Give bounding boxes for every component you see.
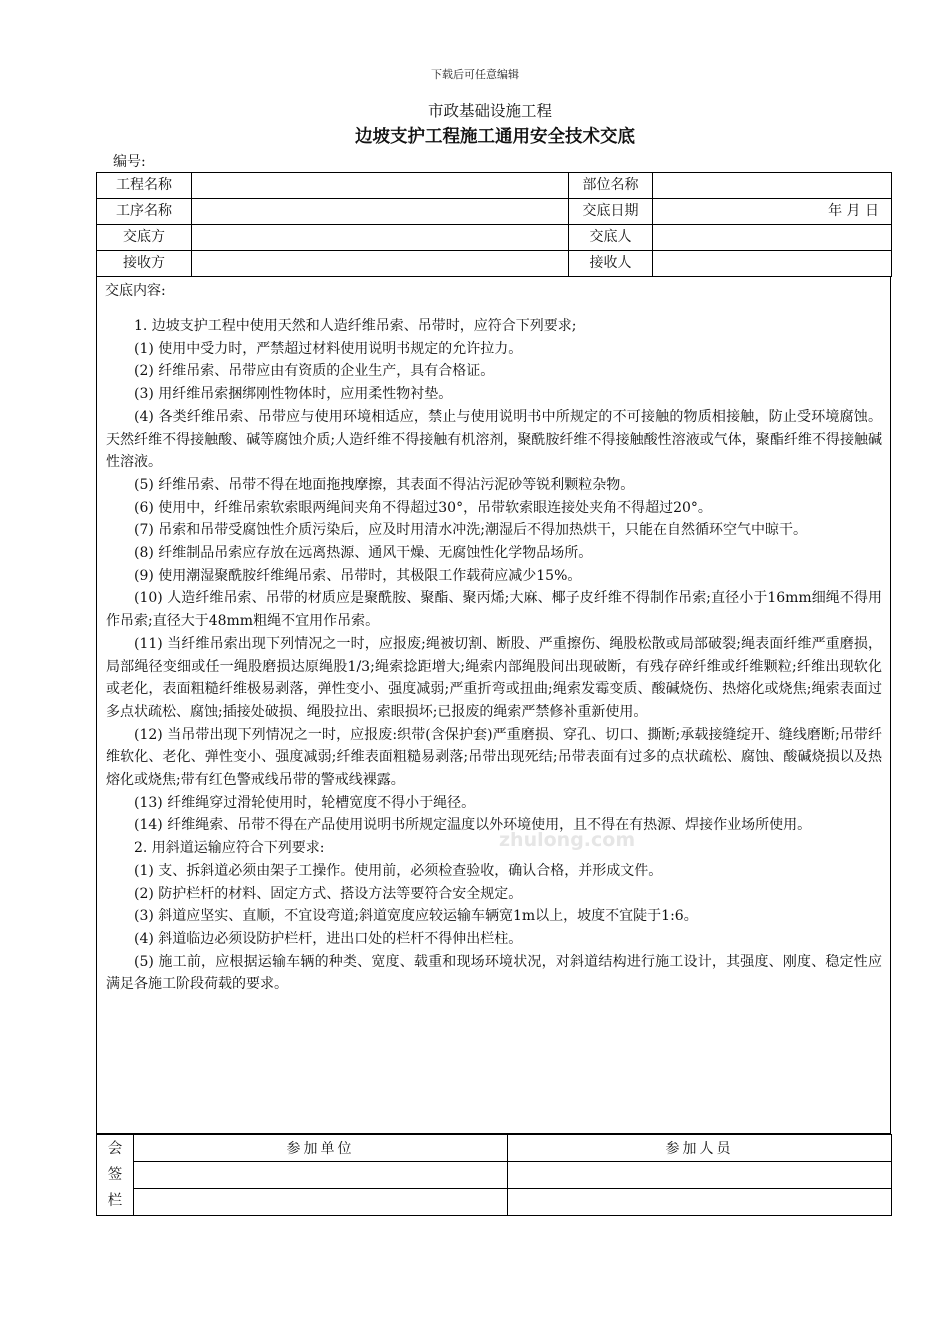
paragraph: (13) 纤维绳穿过滑轮使用时，轮槽宽度不得小于绳径。 bbox=[134, 794, 476, 811]
paragraph: (1) 使用中受力时，严禁超过材料使用说明书规定的允许拉力。 bbox=[134, 340, 523, 357]
watermark: zhulong.com bbox=[499, 829, 636, 851]
paragraph: (9) 使用潮湿聚酰胺纤维绳吊索、吊带时，其极限工作载荷应减少15%。 bbox=[134, 567, 582, 584]
participating-unit-field[interactable] bbox=[134, 1189, 508, 1216]
table-row bbox=[97, 199, 892, 225]
paragraph: (4) 斜道临边必须设防护栏杆，进出口处的栏杆不得伸出栏柱。 bbox=[134, 930, 523, 947]
date-field[interactable]: 年 月 日 bbox=[653, 199, 892, 225]
table-row bbox=[97, 1162, 892, 1189]
paragraph: (11) 当纤维吊索出现下列情况之一时，应报废;绳被切割、断股、严重擦伤、绳股松散或局部破裂;绳表面纤维严重磨损，局部绳径变细或任一绳股磨损达原绳股1/3;绳索捻距增大;绳索内部绳股间出现破断，有残存碎纤维或纤维颗粒;纤维出现软化或老化，表面粗糙纤维极易剥落，弹性变小、强度减弱;严重折弯或扭曲;绳索发霉变质、酸碱烧伤、热熔化或烧焦;绳索表面过多点状疏松、腐蚀;插接处破损、绳股拉出、索眼损坏;已报废的绳索严禁修补重新使用。 bbox=[106, 635, 882, 720]
paragraph: (3) 斜道应坚实、直顺，不宜设弯道;斜道宽度应较运输车辆宽1m以上，坡度不宜陡于1:6。 bbox=[134, 908, 698, 925]
content-label: 交底内容: bbox=[105, 283, 166, 299]
receiver-side-field[interactable] bbox=[192, 251, 569, 277]
receiver-field[interactable] bbox=[653, 251, 892, 277]
side-char: 签 bbox=[107, 1167, 123, 1183]
participating-unit-field[interactable] bbox=[134, 1162, 508, 1189]
receiver-side-label: 接收方 bbox=[97, 251, 192, 277]
discloser-side-label: 交底方 bbox=[97, 225, 192, 251]
process-name-field[interactable] bbox=[192, 199, 569, 225]
document-subtitle: 市政基础设施工程 bbox=[427, 102, 552, 120]
content-box bbox=[96, 276, 891, 1134]
paragraph: (6) 使用中，纤维吊索软索眼两绳间夹角不得超过30°，吊带软索眼连接处夹角不得超过20°。 bbox=[134, 499, 712, 516]
table-row bbox=[97, 225, 892, 251]
date-label: 交底日期 bbox=[569, 199, 653, 225]
process-name-label: 工序名称 bbox=[97, 199, 192, 225]
info-table bbox=[96, 172, 892, 277]
side-char: 会 bbox=[107, 1141, 123, 1157]
part-name-field[interactable] bbox=[653, 173, 892, 199]
receiver-label: 接收人 bbox=[569, 251, 653, 277]
content-body bbox=[106, 315, 882, 996]
part-name-label: 部位名称 bbox=[569, 173, 653, 199]
project-name-field[interactable] bbox=[192, 173, 569, 199]
paragraph: (5) 纤维吊索、吊带不得在地面拖拽摩擦，其表面不得沾污泥砂等锐利颗粒杂物。 bbox=[134, 476, 635, 493]
paragraph: (3) 用纤维吊索捆绑刚性物体时，应用柔性物衬垫。 bbox=[134, 386, 453, 403]
table-row bbox=[97, 251, 892, 277]
header-note: 下载后可任意编辑 bbox=[431, 68, 519, 81]
paragraph: (1) 支、拆斜道必须由架子工操作。使用前，必须检查验收，确认合格，并形成文件。 bbox=[134, 862, 663, 879]
discloser-label: 交底人 bbox=[569, 225, 653, 251]
paragraph: (12) 当吊带出现下列情况之一时，应报废:织带(含保护套)严重磨损、穿孔、切口、撕断;承载接缝绽开、缝线磨断;吊带纤维软化、老化、弹性变小、强度减弱;纤维表面粗糙易剥落;吊带出现死结;吊带表面有过多的点状疏松、腐蚀、酸碱烧损以及热熔化或烧焦;带有红色警戒线吊带的警戒线裸露。 bbox=[106, 726, 882, 789]
table-row bbox=[97, 173, 892, 199]
paragraph: 2. 用斜道运输应符合下列要求: bbox=[134, 840, 325, 857]
paragraph: (10) 人造纤维吊索、吊带的材质应是聚酰胺、聚酯、聚丙烯;大麻、椰子皮纤维不得制作吊索;直径小于16mm细绳不得用作吊索;直径大于48mm粗绳不宜用作吊索。 bbox=[106, 590, 882, 630]
paragraph: 1. 边坡支护工程中使用天然和人造纤维吊索、吊带时，应符合下列要求; bbox=[134, 318, 577, 334]
participating-people-header: 参加人员 bbox=[508, 1135, 892, 1162]
side-char: 栏 bbox=[107, 1193, 123, 1209]
paragraph: (2) 纤维吊索、吊带应由有资质的企业生产，具有合格证。 bbox=[134, 363, 495, 380]
paragraph: (2) 防护栏杆的材料、固定方式、搭设方法等要符合安全规定。 bbox=[134, 885, 523, 902]
paragraph: (7) 吊索和吊带受腐蚀性介质污染后，应及时用清水冲洗;潮湿后不得加热烘干，只能在自然循环空气中晾干。 bbox=[134, 522, 807, 539]
project-name-label: 工程名称 bbox=[97, 173, 192, 199]
participating-unit-header: 参加单位 bbox=[134, 1135, 508, 1162]
participating-people-field[interactable] bbox=[508, 1189, 892, 1216]
discloser-field[interactable] bbox=[653, 225, 892, 251]
table-row bbox=[97, 1189, 892, 1216]
discloser-side-field[interactable] bbox=[192, 225, 569, 251]
paragraph: (4) 各类纤维吊索、吊带应与使用环境相适应，禁止与使用说明书中所规定的不可接触的物质相接触，防止受环境腐蚀。天然纤维不得接触酸、碱等腐蚀介质;人造纤维不得接触有机溶剂，聚酰胺纤维不得接触酸性溶液或气体，聚酯纤维不得接触碱性溶液。 bbox=[106, 408, 882, 471]
signature-side-label bbox=[97, 1135, 134, 1216]
document-title: 边坡支护工程施工通用安全技术交底 bbox=[355, 127, 635, 147]
signature-table bbox=[96, 1134, 892, 1216]
participating-people-field[interactable] bbox=[508, 1162, 892, 1189]
paragraph: (5) 施工前，应根据运输车辆的种类、宽度、载重和现场环境状况，对斜道结构进行施工设计，其强度、刚度、稳定性应满足各施工阶段荷载的要求。 bbox=[106, 953, 882, 993]
paragraph: (8) 纤维制品吊索应存放在远离热源、通风干燥、无腐蚀性化学物品场所。 bbox=[134, 545, 593, 562]
table-row bbox=[97, 1135, 892, 1162]
paragraph: (14) 纤维绳索、吊带不得在产品使用说明书所规定温度以外环境使用，且不得在有热源、焊接作业场所使用。 bbox=[134, 817, 812, 834]
serial-number-label: 编号: bbox=[113, 154, 146, 170]
